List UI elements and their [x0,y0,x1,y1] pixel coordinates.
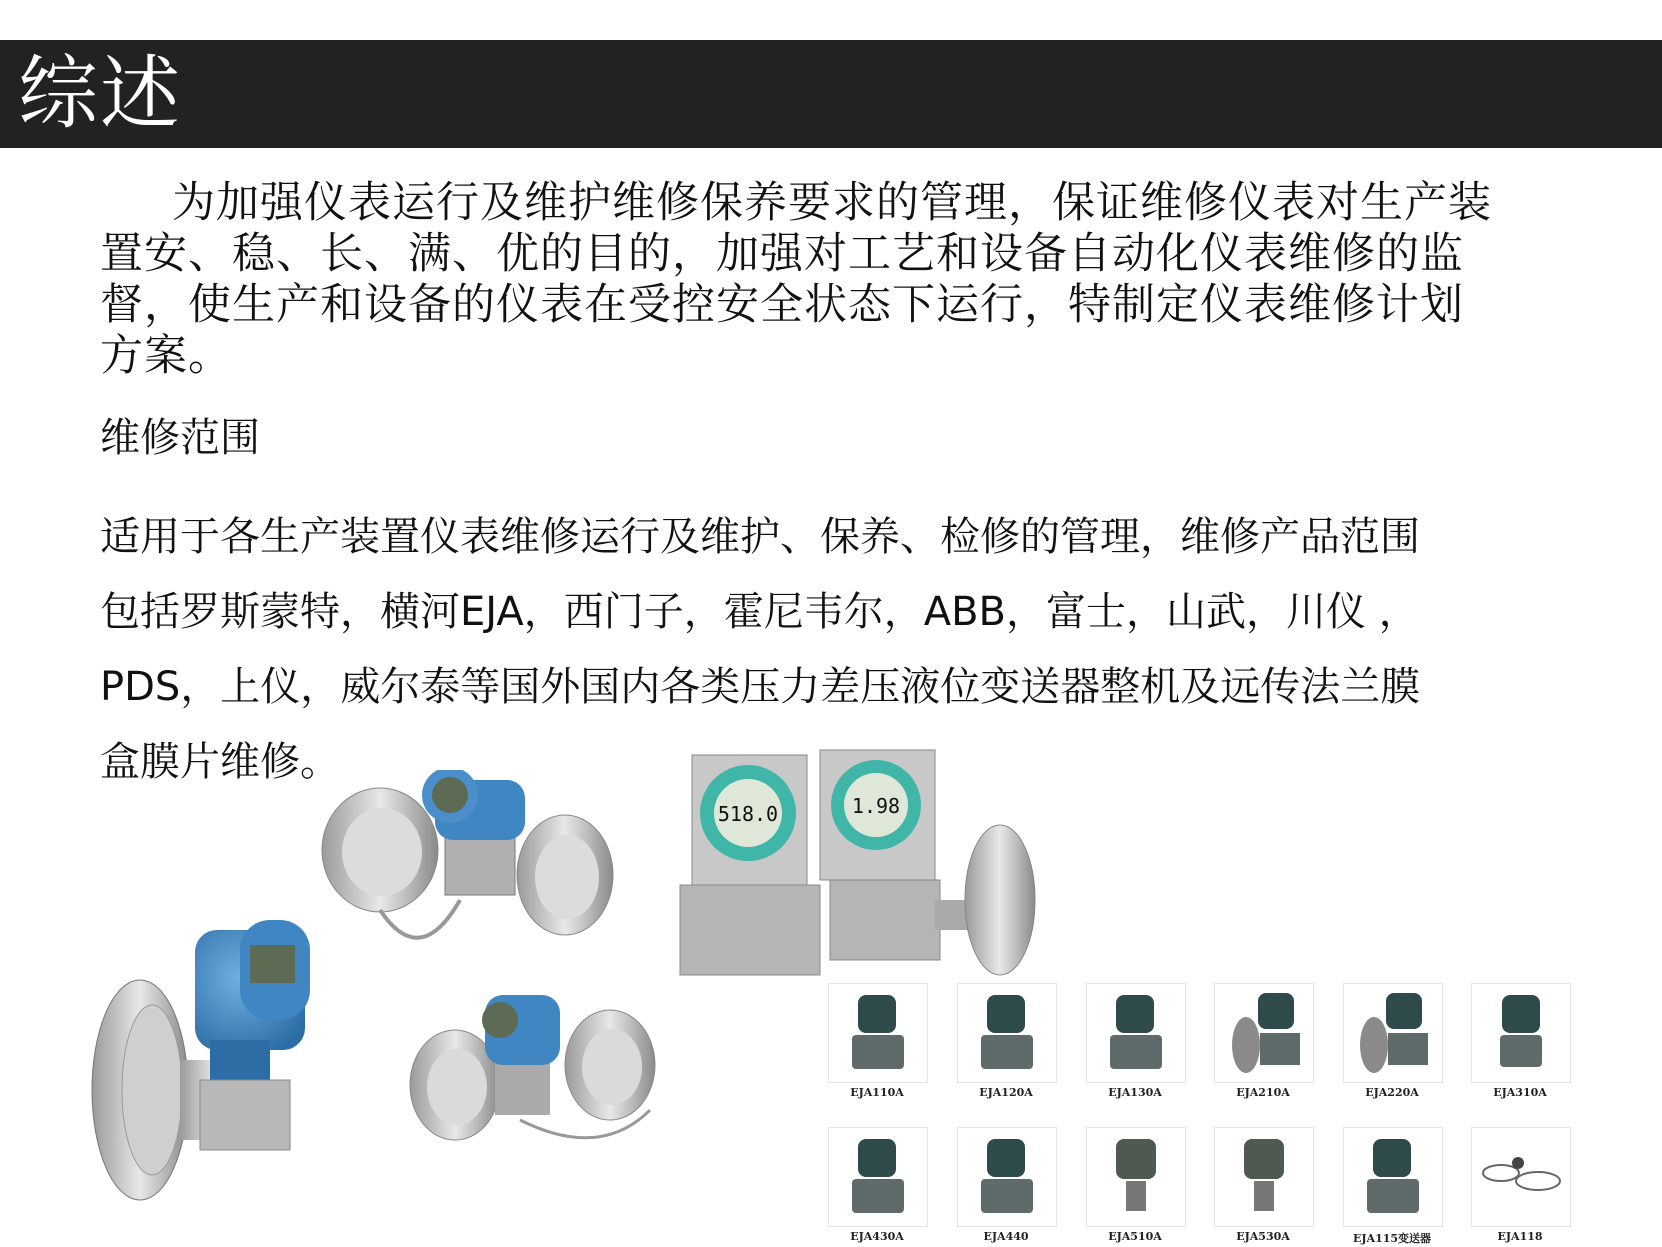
product-label: EJA510A [1108,1230,1162,1243]
scope-line: PDS，上仪，威尔泰等国外国内各类压力差压液位变送器整机及远传法兰膜 [100,664,1421,710]
product-label: EJA120A [979,1086,1033,1099]
section-title-scope: 维修范围 [100,415,260,461]
scope-line: 包括罗斯蒙特，横河EJA，西门子，霍尼韦尔，ABB，富士，山武，川仪 ， [100,589,1419,635]
eja-thumb-glyphs [828,983,1628,1223]
product-label: EJA210A [1236,1086,1290,1099]
product-label: EJA110A [850,1086,904,1099]
dual-seal-transmitter-photo [320,770,620,970]
product-label: EJA310A [1493,1086,1547,1099]
scope-line: 盒膜片维修。 [100,739,340,785]
siemens-transmitters-photo [670,735,1060,980]
page-title: 综述 [18,47,182,140]
header-bar [0,40,1662,148]
intro-paragraph: 为加强仪表运行及维护维修保养要求的管理，保证维修仪表对生产装置安、稳、长、满、优的目的，加强对工艺和设备自动化仪表维修的监督，使生产和设备的仪表在受控安全状态下运行，特制定仪表维修计划方案。 [100,178,1492,381]
product-label: EJA440 [983,1230,1029,1243]
display-reading-1: 518.0 [717,802,779,826]
small-seal-transmitter-photo [400,990,680,1170]
scope-line: 适用于各生产装置仪表维修运行及维护、保养、检修的管理，维修产品范围 [100,514,1420,560]
flange-transmitter-photo [80,910,340,1210]
product-label: EJA220A [1365,1086,1419,1099]
product-label: EJA530A [1236,1230,1290,1243]
product-label: EJA130A [1108,1086,1162,1099]
product-label: EJA118 [1497,1230,1543,1243]
display-reading-2: 1.98 [851,794,901,818]
product-label: EJA430A [850,1230,904,1243]
product-label: EJA115变送器 [1352,1232,1432,1245]
